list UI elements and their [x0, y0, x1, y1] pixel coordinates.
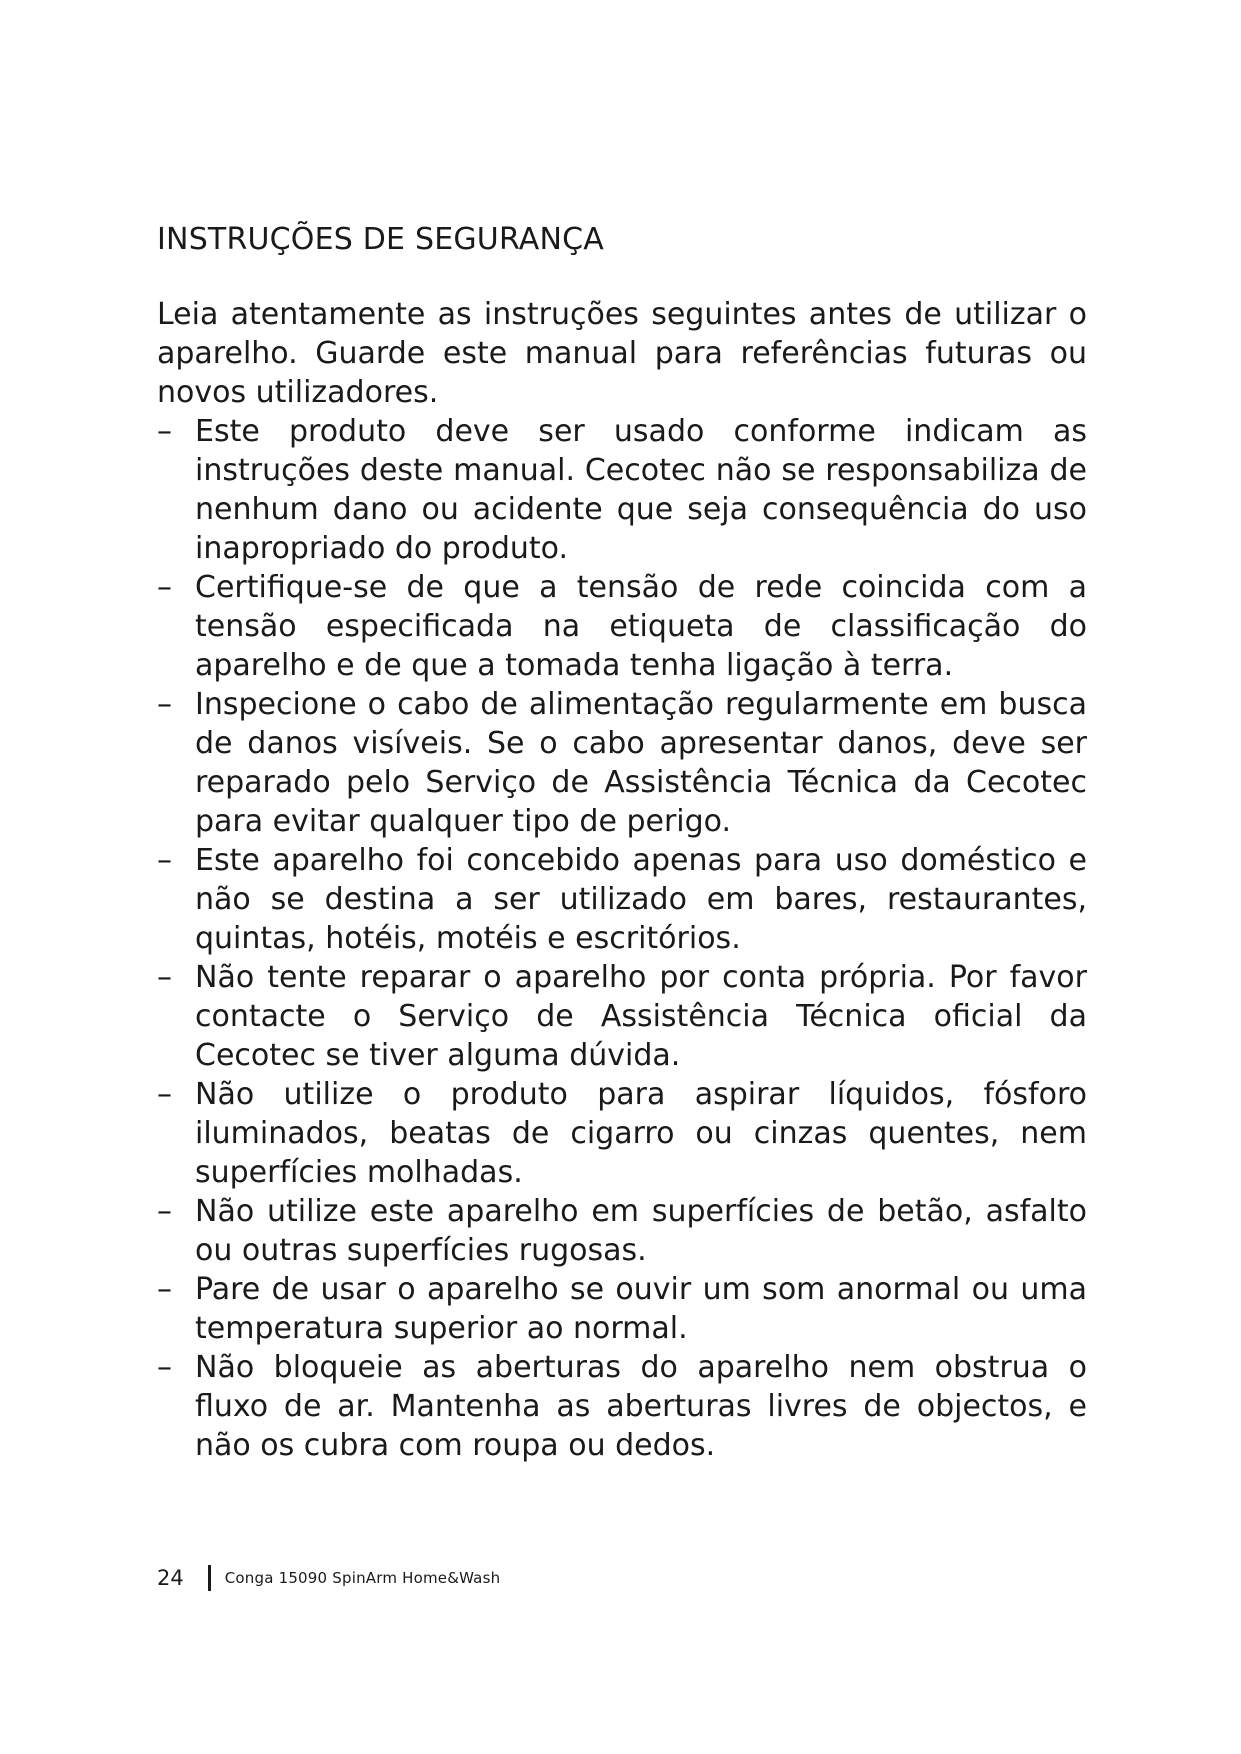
list-item: – Inspecione o cabo de alimentação regularmente em busca de danos visíveis. Se o cabo apresentar danos, deve ser reparado pelo Serviço de Assistência Técnica da Cecotec para evitar qualquer tipo de perigo. [157, 685, 1087, 841]
page-title: INSTRUÇÕES DE SEGURANÇA [157, 222, 605, 257]
intro-paragraph: Leia atentamente as instruções seguintes antes de utilizar o aparelho. Guarde este manual para referências futuras ou novos utilizadores. [157, 297, 1087, 410]
page-number: 24 [157, 1566, 184, 1590]
list-item: – Certifique-se de que a tensão de rede coincida com a tensão especificada na etiqueta de classificação do aparelho e de que a tomada tenha ligação à terra. [157, 568, 1087, 685]
page-footer [157, 1563, 500, 1593]
product-name: Conga 15090 SpinArm Home&Wash [224, 1569, 501, 1587]
footer-divider [208, 1565, 211, 1591]
document-body [157, 295, 1087, 1465]
list-item: – Este aparelho foi concebido apenas para uso doméstico e não se destina a ser utilizado em bares, restaurantes, quintas, hotéis, motéis e escritórios. [157, 841, 1087, 958]
safety-instructions-list [157, 412, 1087, 1465]
list-item: – Não tente reparar o aparelho por conta própria. Por favor contacte o Serviço de Assistência Técnica oficial da Cecotec se tiver alguma dúvida. [157, 958, 1087, 1075]
list-item: – Não bloqueie as aberturas do aparelho nem obstrua o fluxo de ar. Mantenha as aberturas livres de objectos, e não os cubra com roupa ou dedos. [157, 1348, 1087, 1465]
list-item: – Não utilize este aparelho em superfícies de betão, asfalto ou outras superfícies rugosas. [157, 1192, 1087, 1270]
list-item: – Pare de usar o aparelho se ouvir um som anormal ou uma temperatura superior ao normal. [157, 1270, 1087, 1348]
list-item: – Não utilize o produto para aspirar líquidos, fósforo iluminados, beatas de cigarro ou cinzas quentes, nem superfícies molhadas. [157, 1075, 1087, 1192]
list-item: – Este produto deve ser usado conforme indicam as instruções deste manual. Cecotec não se responsabiliza de nenhum dano ou acidente que seja consequência do uso inapropriado do produto. [157, 412, 1087, 568]
